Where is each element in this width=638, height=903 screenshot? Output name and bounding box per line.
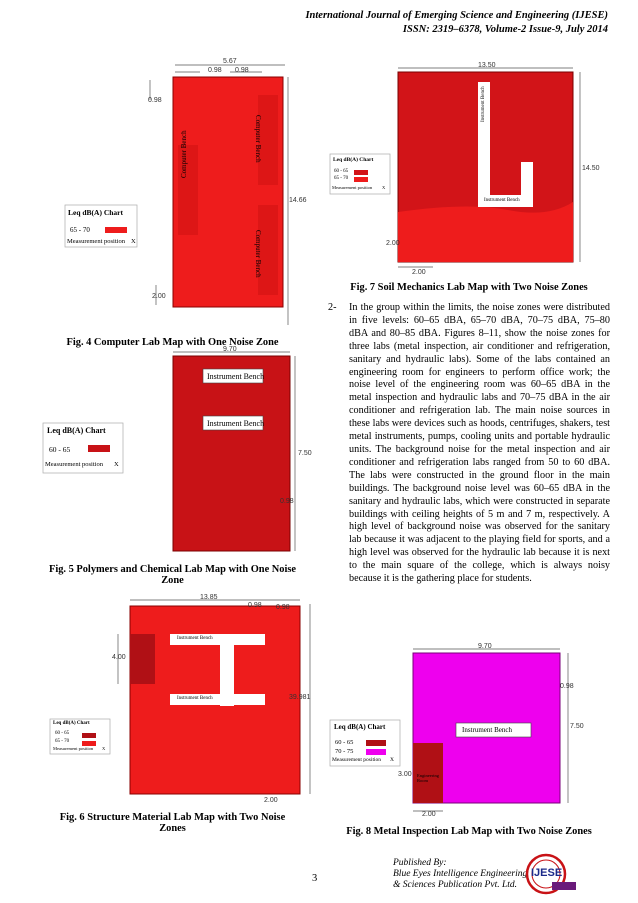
- fig6-dim-left: 4.00: [112, 654, 126, 661]
- fig6-legend-mark: X: [102, 746, 106, 751]
- fig6-bench-2: Instrument Bench: [177, 696, 213, 701]
- fig6-caption-line1: Fig. 6 Structure Material Lab Map with Two Noise: [59, 812, 286, 823]
- figure-7-map: [328, 62, 608, 277]
- fig4-dim-bottom: 2.00: [152, 293, 166, 300]
- fig4-legend-range: 65 - 70: [70, 226, 90, 234]
- fig4-dim-a: 0.98: [208, 67, 222, 74]
- fig6-dim-a: 0.98: [248, 602, 262, 609]
- fig7-bench-2: Instrument Bench: [484, 198, 520, 203]
- fig5-bench-2: Instrument Bench: [207, 419, 265, 428]
- fig8-dim-left: 3.00: [398, 771, 412, 778]
- figure-6: [30, 594, 320, 809]
- fig7-dim-top: 13.50: [478, 62, 496, 69]
- fig8-caption: Fig. 8 Metal Inspection Lab Map with Two Noise Zones: [346, 826, 592, 837]
- fig7-legend-range-2: 65 - 70: [334, 176, 349, 181]
- fig7-dim-left: 2.00: [386, 240, 400, 247]
- figure-8: [328, 643, 608, 825]
- fig7-legend-title: Leq dB(A) Chart: [333, 157, 374, 163]
- fig5-dim-small: 0.98: [280, 498, 294, 505]
- fig6-legend-title: Leq dB(A) Chart: [53, 721, 90, 726]
- fig6-dim-top: 13.85: [200, 594, 218, 601]
- fig7-caption: Fig. 7 Soil Mechanics Lab Map with Two Noise Zones: [350, 282, 588, 293]
- paragraph-text: In the group within the limits, the noise zones were distributed in five levels: 60–65 dBA, 65–70 dBA, 70–75 dBA, 75–80 dBA and 80–85 dBA. Figures 8–11, show the noise zones for three labs (metal inspection, air conditioner and refrigeration, sanitary and hydraulic labs). Some of the labs contained an engineering room for engineers to perform office work; the noise level of the engineering room was 60–65 dBA in the metal inspection and hydraulic labs and 70–75 dBA in the air conditioner and refrigeration lab. The main noise sources in these labs were devices such as hoods, centrifuges, shakers, test metal instruments, pumps, cooling units and portable hydraulic units. The background noise for the metal inspection and air conditioner and refrigeration labs ranged from 50 to 60 dBA. The labs were constructed in the ground floor in the main buildings. The background noise level was 60–65 dBA in the sanitary and hydraulic labs, which were constructed in separate buildings with ceiling heights of 5 m and 7 m, respectively. A high level of background noise was observed for the sanitary lab because it was adjacent to the playing field for sports, and a high level was observed for the hydraulic lab because it is next to the main square of the college, which is always noisy because it is the gathering place for students.: [349, 302, 610, 585]
- fig8-dim-top: 9.70: [478, 643, 492, 650]
- fig5-caption-line1: Fig. 5 Polymers and Chemical Lab Map with One Noise: [48, 564, 297, 575]
- fig5-legend-range: 60 - 65: [49, 445, 71, 454]
- publisher-line2: Blue Eyes Intelligence Engineering: [393, 869, 528, 879]
- fig6-caption-line2: Zones: [159, 823, 186, 834]
- fig4-bench-3: Computer Bench: [254, 230, 262, 278]
- fig4-dim-left: 0.98: [148, 97, 162, 104]
- fig7-legend-range-1: 60 - 65: [334, 169, 349, 174]
- publisher-line1: Published By:: [393, 858, 447, 868]
- fig5-legend-measurement: Measurement position: [45, 461, 103, 468]
- fig8-dim-bottom: 2.00: [422, 811, 436, 818]
- figure-8-map: [328, 643, 608, 825]
- fig5-caption: [30, 564, 315, 586]
- fig5-dim-right: 7.50: [298, 450, 312, 457]
- fig6-dim-b: 0.98: [276, 604, 290, 611]
- fig8-legend-title: Leq dB(A) Chart: [334, 723, 386, 731]
- journal-title: International Journal of Emerging Science and Engineering (IJESE): [305, 10, 608, 21]
- fig7-dim-right: 14.50: [582, 165, 600, 172]
- fig5-dim-top: 9.70: [223, 346, 237, 353]
- fig5-bench-1: Instrument Bench: [207, 372, 265, 381]
- figure-5-map: [30, 346, 315, 566]
- fig6-dim-bottom: 2.00: [264, 797, 278, 804]
- figure-5: [30, 346, 315, 566]
- fig4-caption: Fig. 4 Computer Lab Map with One Noise Zone: [66, 337, 279, 348]
- fig4-dim-b: 0.98: [235, 67, 249, 74]
- fig4-legend-mark: X: [131, 238, 136, 245]
- figure-7: [328, 62, 608, 277]
- noise-zone-60-65: [173, 356, 290, 551]
- publisher-line3: & Sciences Publication Pvt. Ltd.: [393, 880, 518, 890]
- paragraph-number: 2-: [328, 302, 337, 313]
- fig5-legend-mark: X: [114, 461, 119, 468]
- fig6-legend-measurement: Measurement position: [53, 746, 94, 751]
- fig6-legend-range-1: 60 - 65: [55, 731, 70, 736]
- fig8-legend-measurement: Measurement position: [332, 757, 382, 763]
- fig8-bench-1: Instrument Bench: [462, 726, 512, 734]
- fig4-legend-measurement: Measurement position: [67, 238, 125, 245]
- figure-4-map: [30, 55, 315, 355]
- noise-zone-60-65: [130, 634, 155, 684]
- fig6-caption: [30, 812, 315, 834]
- fig5-legend-title: Leq dB(A) Chart: [47, 426, 106, 435]
- fig7-legend-measurement: Measurement position: [332, 185, 373, 190]
- fig8-dim-small: 0.98: [560, 683, 574, 690]
- fig8-engineering-room: Engineering Room: [417, 773, 439, 783]
- fig8-legend-range-2: 70 - 75: [335, 748, 354, 755]
- fig8-legend-mark: X: [390, 757, 394, 763]
- fig7-dim-bottom: 2.00: [412, 269, 426, 276]
- fig7-legend-mark: X: [382, 185, 386, 190]
- fig7-bench-1: Instrument Bench: [481, 86, 486, 122]
- fig6-legend-range-2: 65 - 70: [55, 739, 70, 744]
- fig5-caption-line2: Zone: [161, 575, 184, 586]
- fig6-dim-right: 39.981: [289, 694, 311, 701]
- logo-text: IJESE: [531, 867, 563, 879]
- fig6-bench-1: Instrument Bench: [177, 636, 213, 641]
- fig8-dim-right: 7.50: [570, 723, 584, 730]
- fig4-dim-top: 5.67: [223, 58, 237, 65]
- fig4-legend-title: Leq dB(A) Chart: [68, 208, 124, 217]
- fig4-bench-1: Computer Bench: [180, 130, 188, 178]
- fig4-bench-2: Computer Bench: [254, 115, 262, 163]
- publisher-block: [393, 858, 527, 891]
- fig8-legend-range-1: 60 - 65: [335, 739, 354, 746]
- fig4-dim-right: 14.66: [289, 197, 307, 204]
- figure-6-map: [30, 594, 320, 809]
- page-number: 3: [312, 873, 318, 884]
- journal-issn: ISSN: 2319–6378, Volume-2 Issue-9, July 2014: [402, 24, 608, 35]
- figure-4: [30, 55, 315, 355]
- ijese-logo: [522, 852, 578, 896]
